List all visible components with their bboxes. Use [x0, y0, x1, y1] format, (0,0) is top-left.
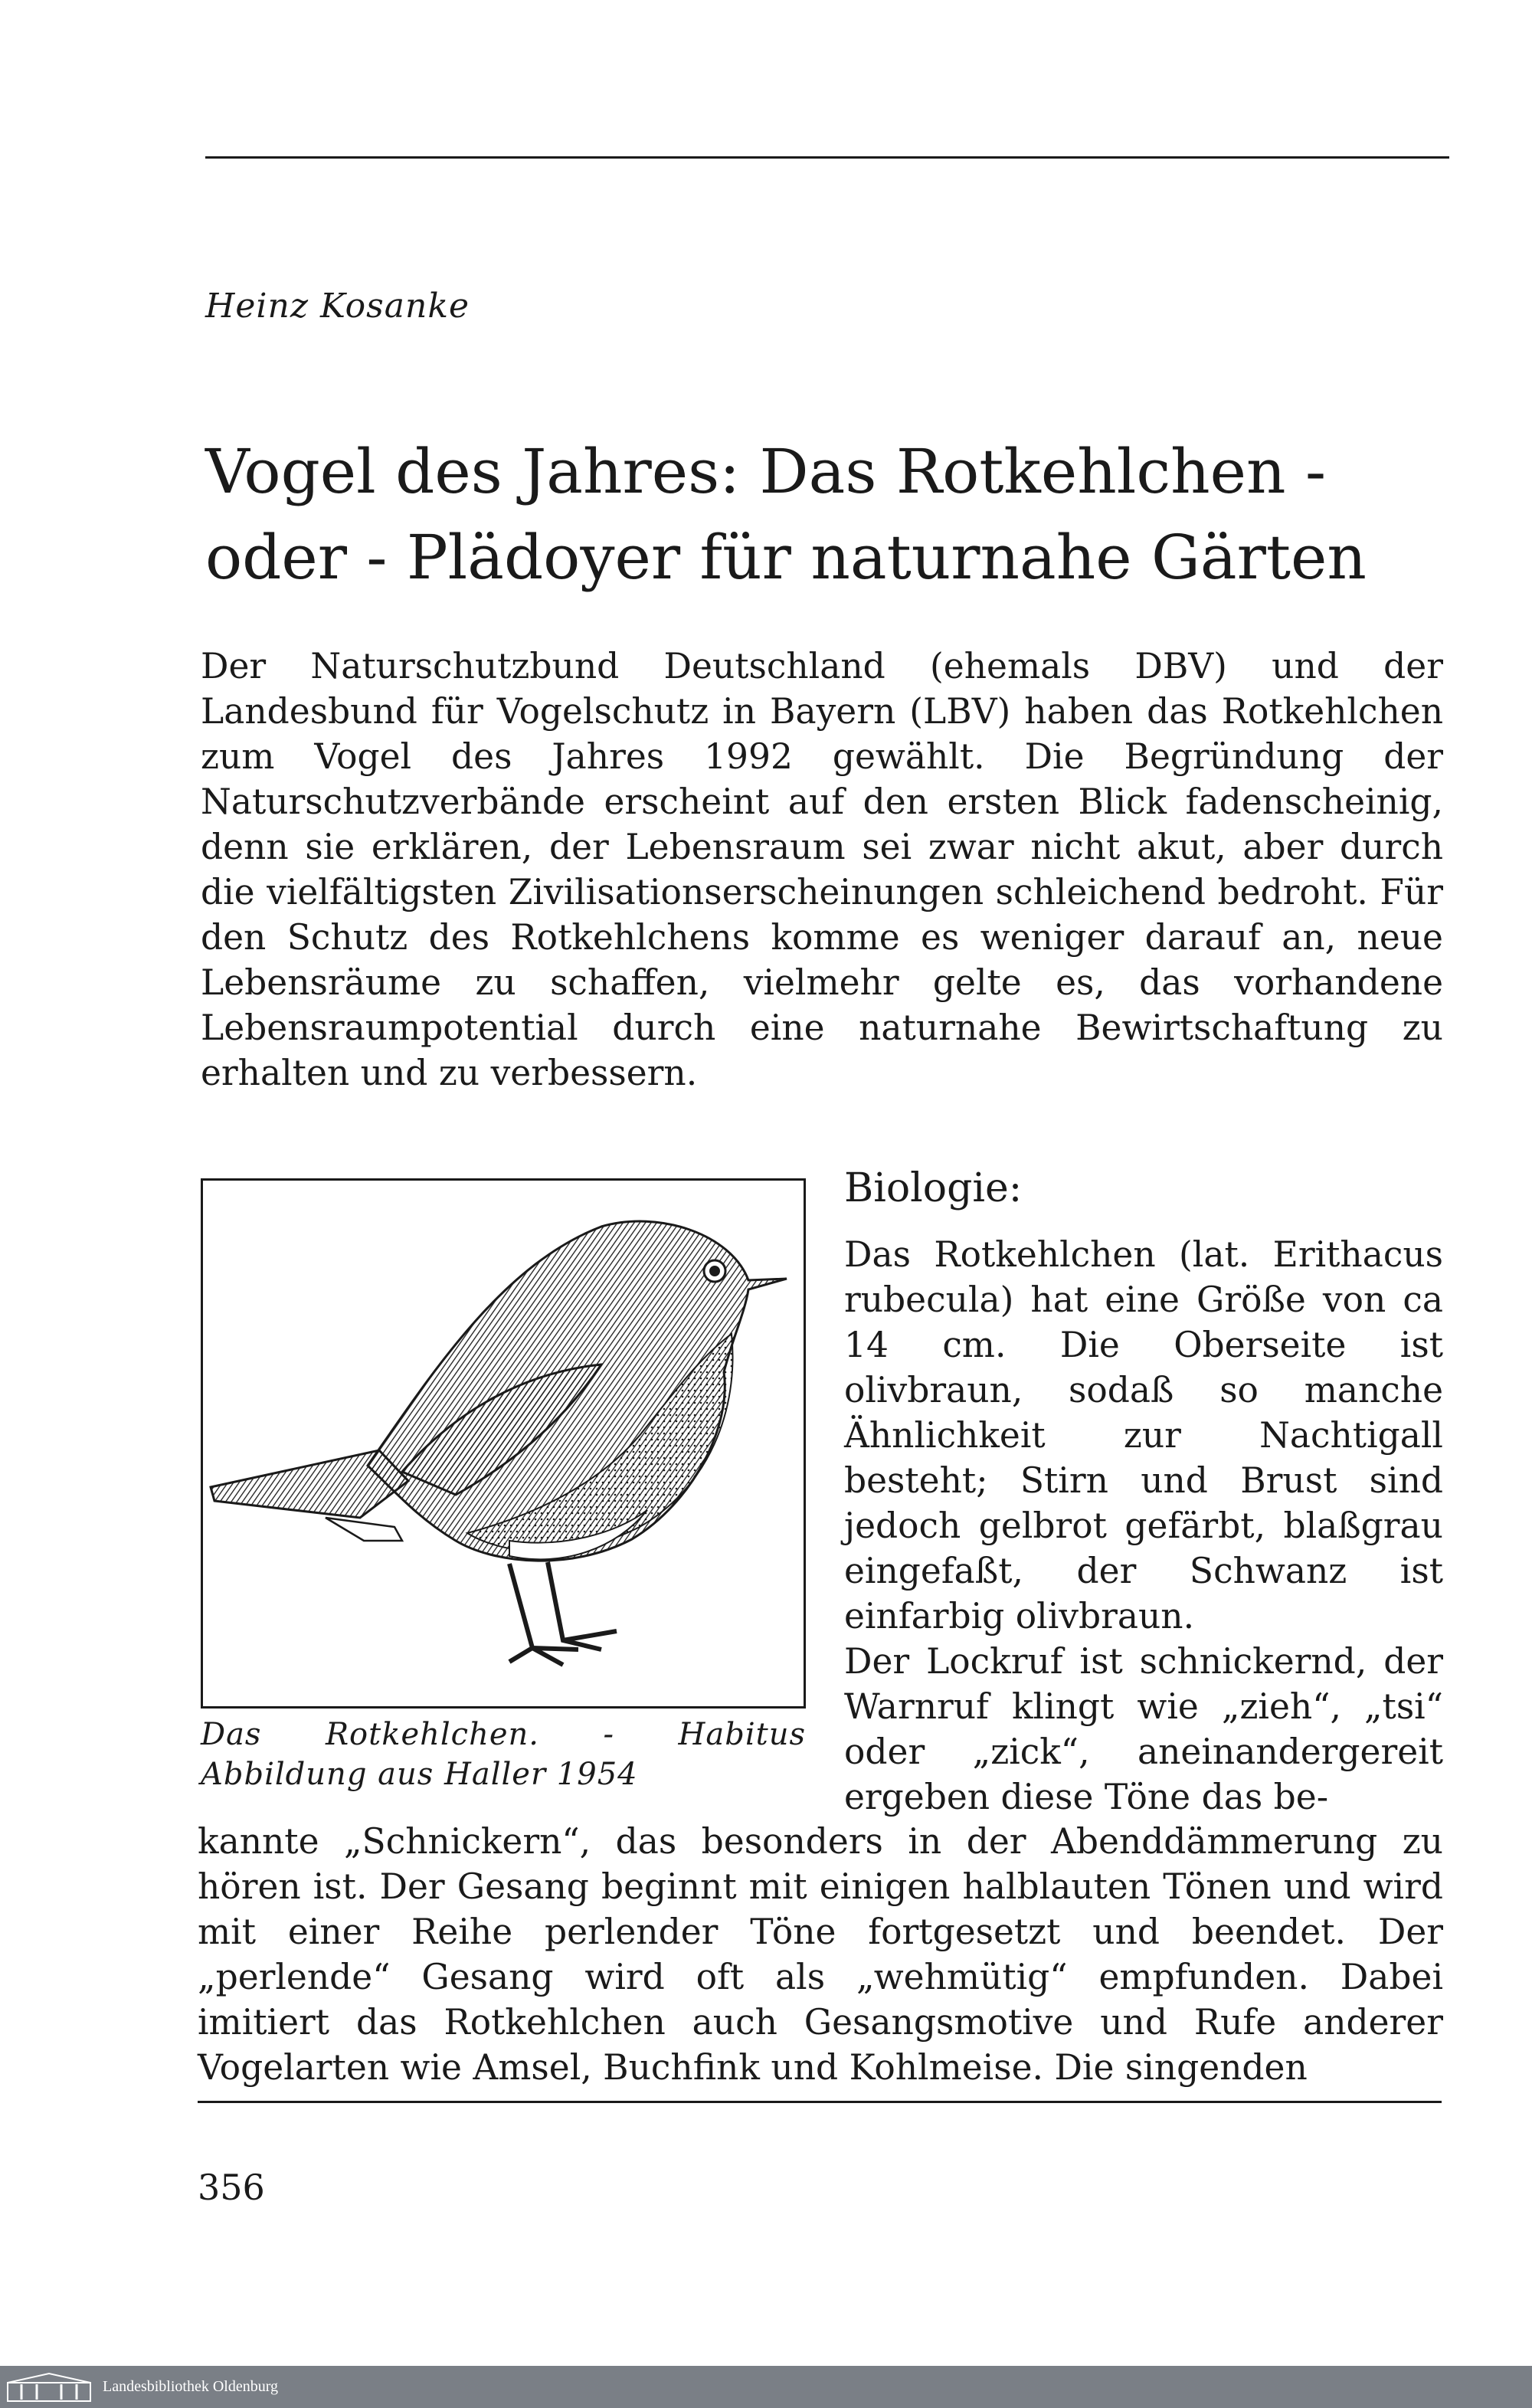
robin-illustration — [203, 1181, 804, 1706]
title-line-1: Vogel des Jahres: Das Rotkehlchen - — [205, 436, 1326, 507]
library-footer-bar — [0, 2366, 1532, 2408]
figure-caption: Das Rotkehlchen. - Habitus Abbildung aus Haller 1954 — [201, 1717, 806, 1792]
article-title — [205, 429, 1462, 601]
intro-paragraph: Der Naturschutzbund Deutschland (ehemals DBV) und der Landesbund für Vogelschutz in Bayern (LBV) haben das Rotkehlchen zum Vogel des Jahres 1992 gewählt. Die Begründung der Naturschutzverbände erscheint auf den ersten Blick fadenscheinig, denn sie erklären, der Lebensraum sei zwar nicht akut, aber durch die vielfältigsten Zivilisationserscheinungen schleichend bedroht. Für den Schutz des Rotkehlchens komme es weniger darauf an, neue Lebensräume zu schaffen, vielmehr gelte es, das vorhandene Lebensraumpotential durch eine naturnahe Bewirtschaftung zu erhalten und zu verbessern. — [201, 646, 1443, 1093]
top-rule — [205, 156, 1449, 159]
section-heading: Biologie: — [844, 1165, 1023, 1211]
robin-figure — [201, 1178, 806, 1709]
library-name: Landesbibliothek Oldenburg — [103, 2378, 279, 2395]
bottom-rule — [198, 2101, 1442, 2103]
page-number: 356 — [198, 2167, 265, 2208]
library-building-icon — [6, 2372, 92, 2403]
title-line-2: oder - Plädoyer für naturnahe Gärten — [205, 522, 1367, 593]
biology-paragraph-2-side: Der Lockruf ist schnickernd, der Warnruf klingt wie „zieh“, „tsi“ oder „zick“, aneinandergereit ergeben diese Töne das be- — [844, 1641, 1443, 1817]
biology-paragraph-2-continued: kannte „Schnickern“, das besonders in der Abenddämmerung zu hören ist. Der Gesang beginnt mit einigen halblauten Tönen und wird mit einer Reihe perlender Töne fortgesetzt und beendet. Der „perlende“ Gesang wird oft als „wehmütig“ empfunden. Dabei imitiert das Rotkehlchen auch Gesangsmotive und Rufe anderer Vogelarten wie Amsel, Buchfink und Kohlmeise. Die singenden — [198, 1821, 1443, 2088]
side-column-text — [844, 1232, 1443, 1820]
biology-paragraph-1: Das Rotkehlchen (lat. Erithacus rubecula) hat eine Größe von ca 14 cm. Die Oberseite ist olivbraun, sodaß so manche Ähnlichkeit zur Nachtigall besteht; Stirn und Brust sind jedoch gelbrot gefärbt, blaßgrau eingefaßt, der Schwanz ist einfarbig olivbraun. — [844, 1234, 1443, 1636]
author-name: Heinz Kosanke — [205, 287, 470, 326]
